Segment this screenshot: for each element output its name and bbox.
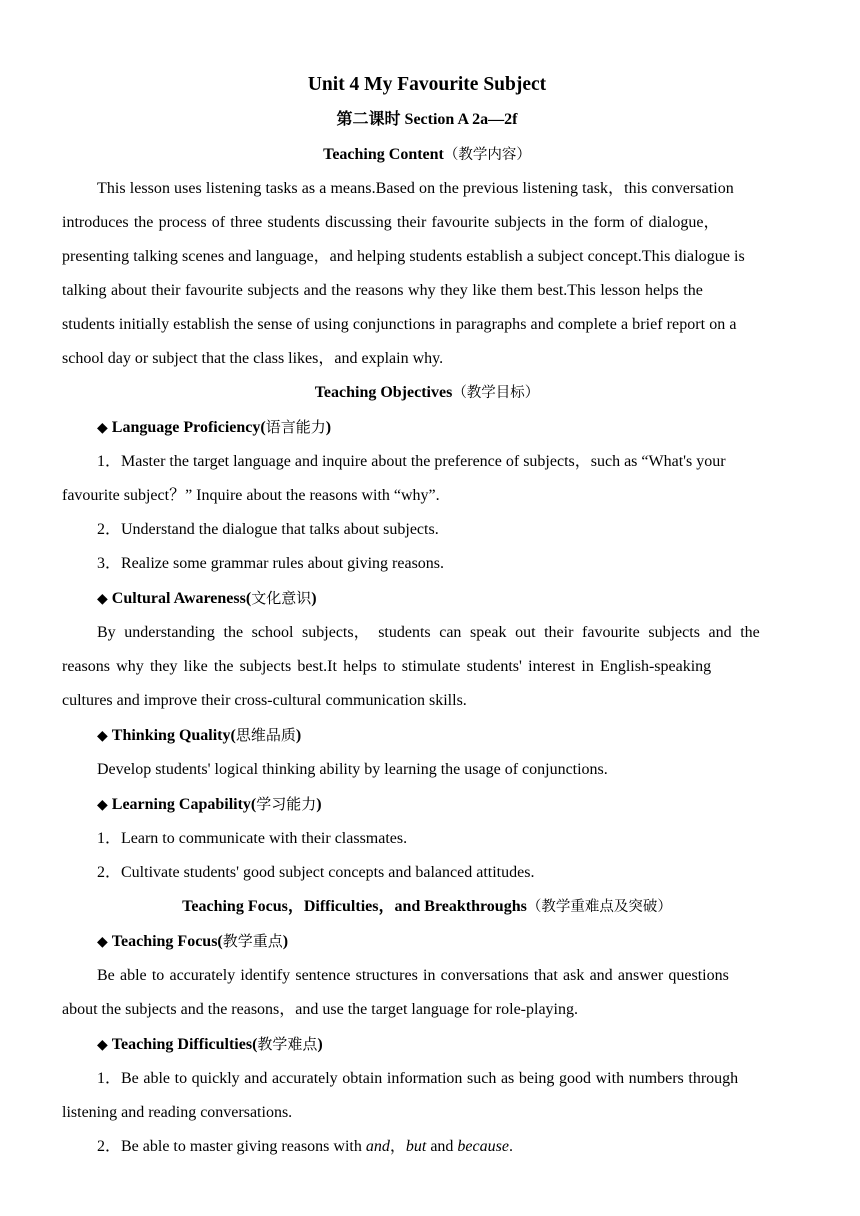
section-label: Learning Capability(	[111, 796, 257, 813]
paragraph-line: students initially establish the sense of using conjunctions in paragraphs and complete a brief report on a	[62, 316, 737, 333]
section-label: Teaching Difficulties(	[111, 1036, 258, 1053]
section-label-close: )	[282, 933, 289, 950]
diamond-bullet-icon: ◆	[97, 1037, 108, 1053]
diamond-bullet-icon: ◆	[97, 934, 108, 950]
section-label-close: )	[311, 590, 317, 607]
diamond-bullet-icon: ◆	[97, 728, 108, 744]
paragraph-line: By understanding the school subjects， students can speak out their favourite subjects and the	[97, 624, 760, 641]
objective-item: 1．Be able to quickly and accurately obtain information such as being good with numbers through	[97, 1070, 739, 1087]
item-text: and	[426, 1138, 458, 1155]
keyword-but: but	[405, 1138, 427, 1155]
heading-en: Teaching Focus，Difficulties，and Breakthroughs	[182, 898, 527, 915]
objective-item-continued: favourite subject？” Inquire about the reasons with “why”.	[62, 487, 440, 504]
objective-item: 3．Realize some grammar rules about giving reasons.	[97, 555, 445, 572]
paragraph-line: introduces the process of three students discussing their favourite subjects in the form of dialogue，	[62, 214, 720, 231]
paragraph-line: Be able to accurately identify sentence structures in conversations that ask and answer questions	[97, 967, 729, 984]
objective-item-continued: listening and reading conversations.	[62, 1104, 293, 1121]
paragraph-line: cultures and improve their cross-cultural communication skills.	[62, 692, 467, 709]
thinking-quality-heading	[62, 718, 792, 753]
cultural-awareness-heading	[62, 581, 792, 616]
section-label-cn: 学习能力	[256, 795, 317, 813]
paragraph-line: Develop students' logical thinking ability by learning the usage of conjunctions.	[97, 761, 608, 778]
paragraph-line: school day or subject that the class likes，and explain why.	[62, 350, 444, 367]
heading-en: Teaching Content	[323, 146, 444, 163]
paragraph-line: presenting talking scenes and language，and helping students establish a subject concept.This dialogue is	[62, 248, 745, 265]
section-label-close: )	[325, 419, 332, 436]
heading-cn: （教学目标）	[452, 385, 540, 401]
section-label-cn: 教学重点	[222, 932, 283, 950]
item-punct: .	[508, 1138, 513, 1155]
keyword-and: and	[365, 1138, 390, 1155]
diamond-bullet-icon: ◆	[97, 420, 108, 436]
diamond-bullet-icon: ◆	[97, 797, 108, 813]
section-label-cn: 思维品质	[235, 726, 296, 744]
section-label-close: )	[295, 727, 302, 744]
section-label-cn: 语言能力	[265, 418, 326, 436]
section-label: Thinking Quality(	[111, 727, 236, 744]
teaching-focus-heading	[62, 890, 792, 924]
learning-capability-heading	[62, 787, 792, 822]
objective-item: 2．Cultivate students' good subject concepts and balanced attitudes.	[97, 864, 535, 881]
keyword-because: because	[457, 1138, 509, 1155]
heading-cn: （教学内容）	[443, 147, 531, 163]
lesson-subtitle: 第二课时 Section A 2a—2f	[336, 111, 518, 128]
language-proficiency-heading	[62, 410, 792, 445]
section-label: Language Proficiency(	[111, 419, 266, 436]
section-label: Cultural Awareness(	[111, 590, 252, 607]
teaching-content-heading	[62, 138, 792, 172]
item-text: 2．Be able to master giving reasons with	[97, 1138, 366, 1155]
objective-item: 1．Master the target language and inquire about the preference of subjects，such as “What's your	[97, 453, 726, 470]
teaching-objectives-heading	[62, 376, 792, 410]
section-label: Teaching Focus(	[111, 933, 223, 950]
objective-item: 1．Learn to communicate with their classmates.	[97, 830, 408, 847]
section-label-close: )	[317, 1036, 323, 1053]
teaching-content-paragraph	[62, 172, 792, 376]
objective-item	[62, 1130, 792, 1164]
paragraph-line: talking about their favourite subjects and the reasons why they like them best.This lesson helps the	[62, 282, 703, 299]
diamond-bullet-icon: ◆	[97, 591, 108, 607]
paragraph-line: reasons why they like the subjects best.It helps to stimulate students' interest in English-speaking	[62, 658, 712, 675]
section-label-cn: 教学难点	[257, 1035, 318, 1053]
objective-item: 2．Understand the dialogue that talks about subjects.	[97, 521, 439, 538]
teaching-focus-subheading	[62, 924, 792, 959]
teaching-difficulties-subheading	[62, 1027, 792, 1062]
section-label-cn: 文化意识	[251, 589, 312, 607]
item-punct: ，	[389, 1138, 406, 1155]
paragraph-line: about the subjects and the reasons，and use the target language for role‑playing.	[62, 1001, 578, 1018]
heading-en: Teaching Objectives	[314, 384, 453, 401]
paragraph-line: This lesson uses listening tasks as a means.Based on the previous listening task，this conversation	[97, 180, 734, 197]
section-label-close: )	[316, 796, 322, 813]
heading-cn: （教学重难点及突破）	[526, 899, 672, 915]
document-title: Unit 4 My Favourite Subject	[307, 74, 547, 95]
